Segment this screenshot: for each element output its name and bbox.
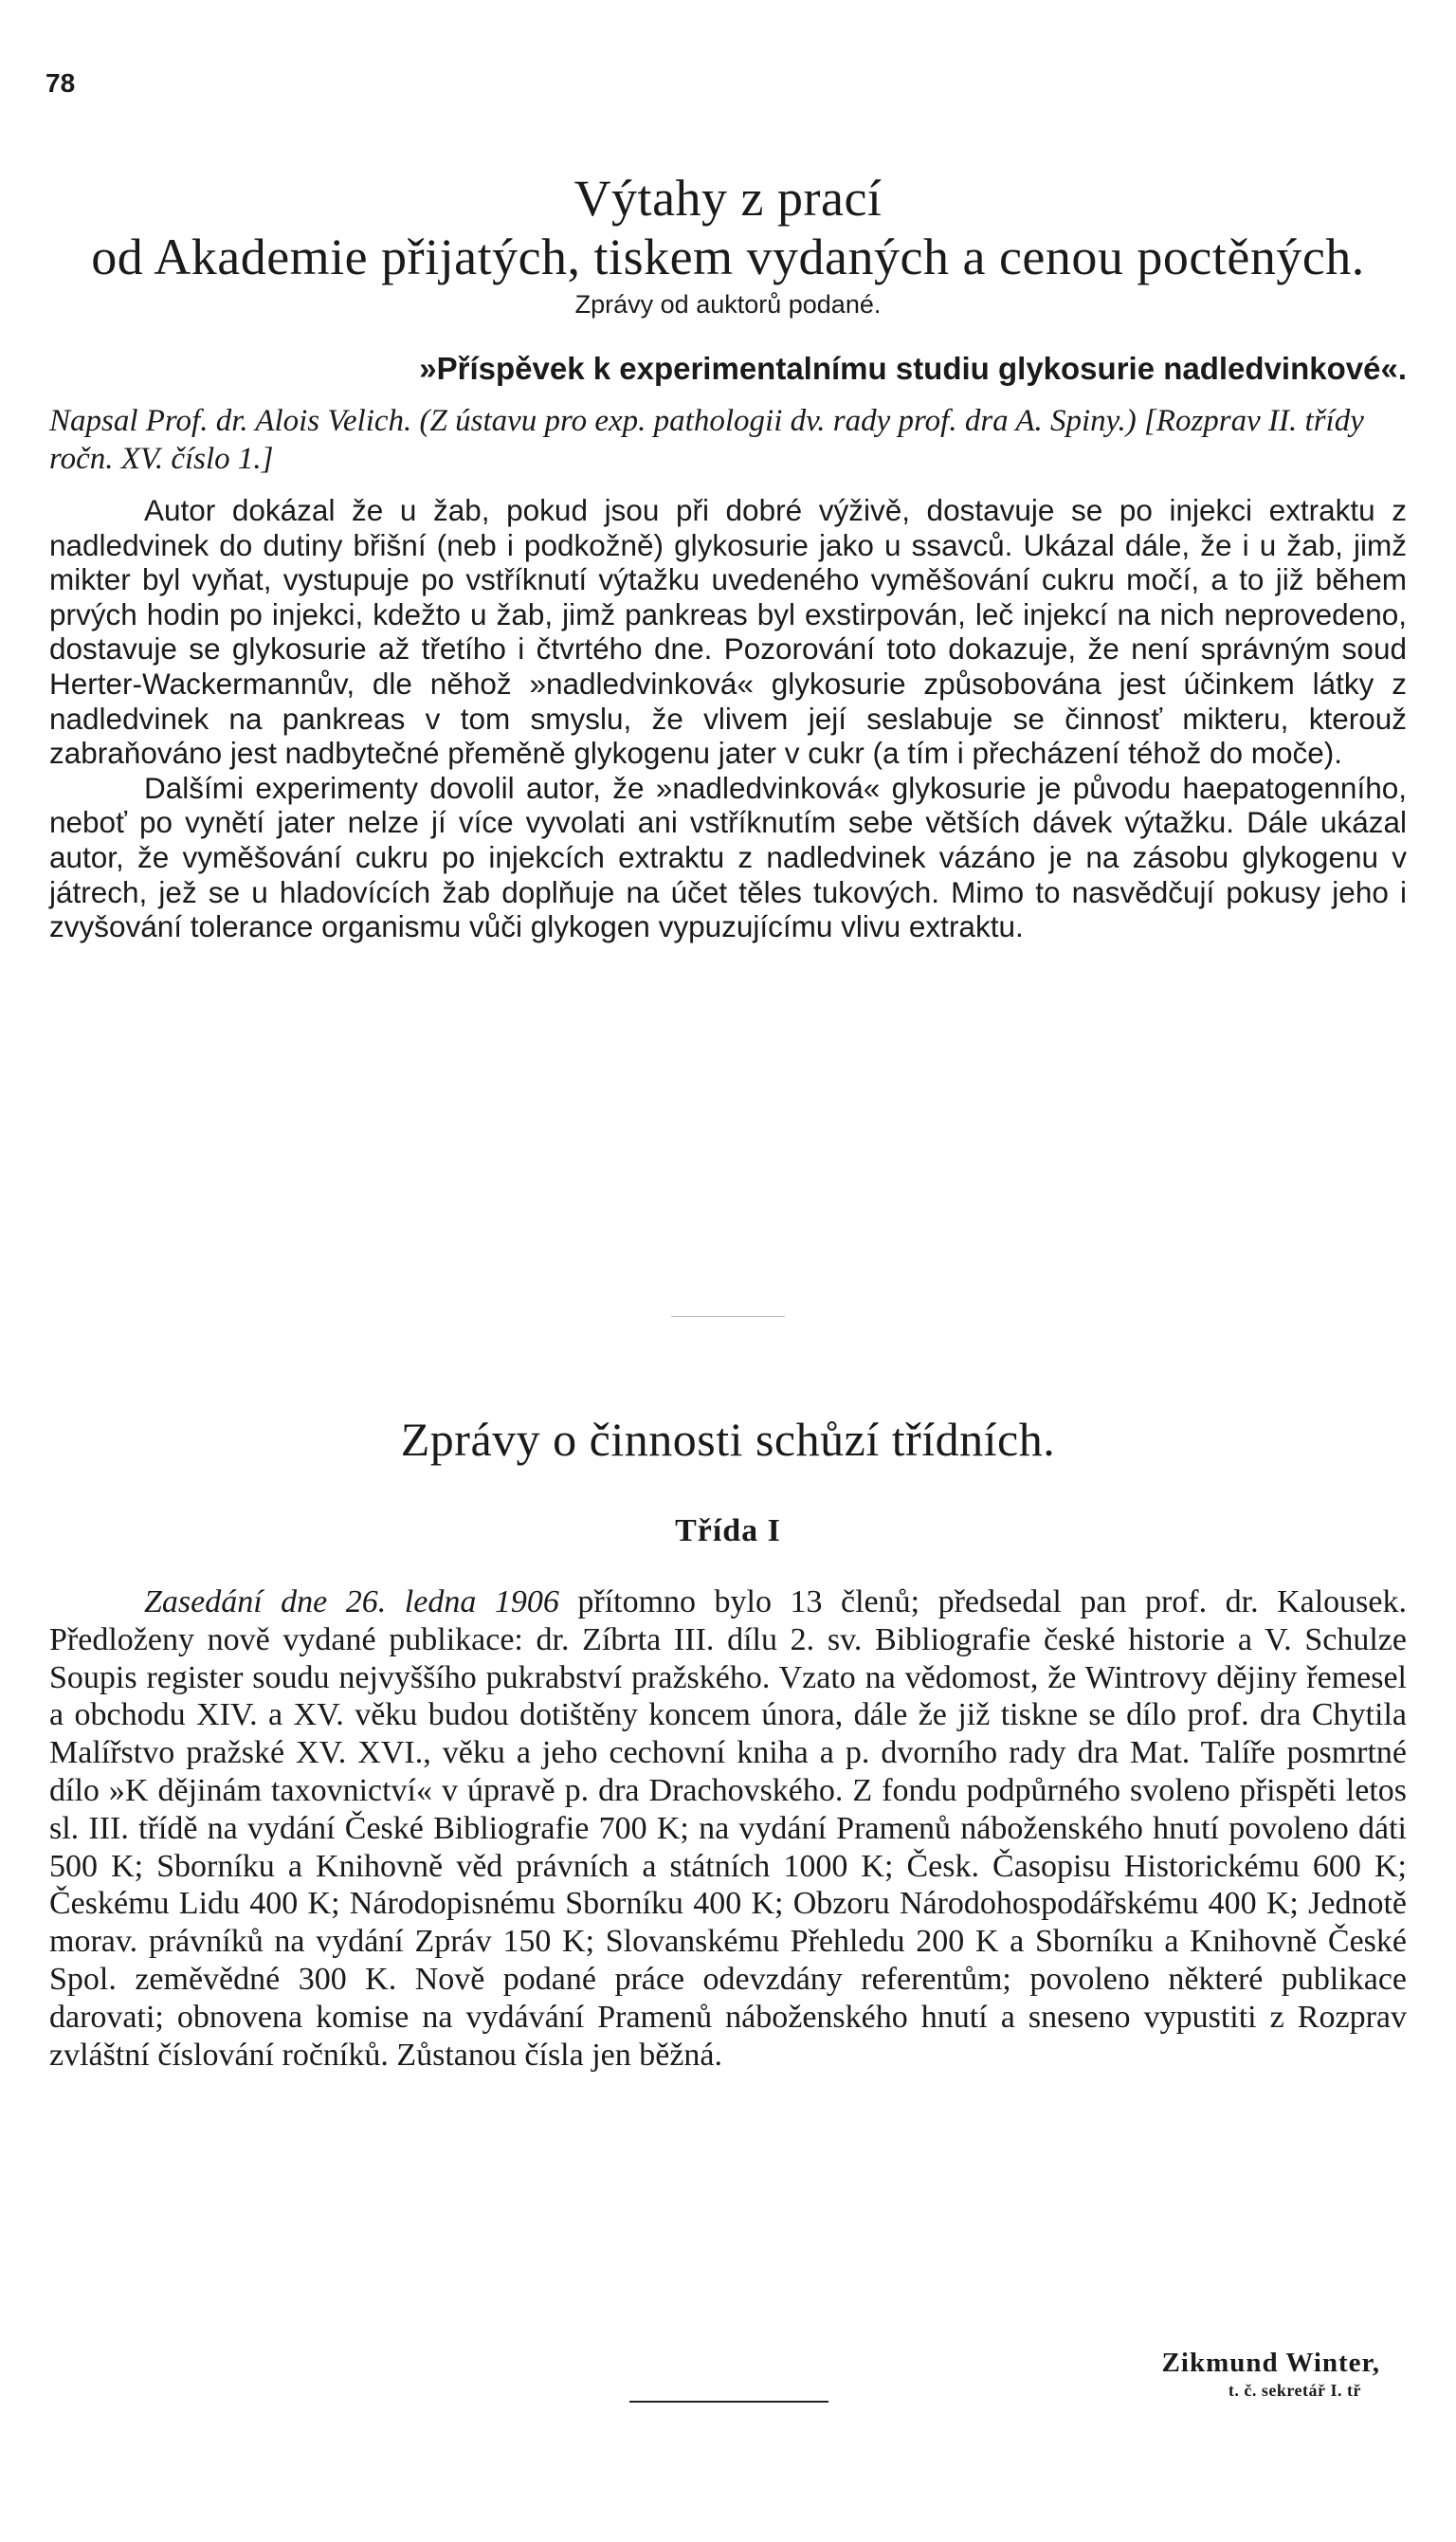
page-title-line-2: od Akademie přijatých, tiskem vydaných a cenou poctěných. [91,229,1365,285]
session-minutes [49,1583,1407,2074]
article-paragraph: Dalšími experimenty dovolil autor, že »nadledvinková« glykosurie je původu haepatogenního, neboť po vynětí jater nelze jí více vyvolati ani vstříknutím sebe větších dávek výtažku. Dále ukázal autor, že vyměšování cukru po injekcích extraktu z nadledvinek vázáno je na zásobu glykogenu v játrech, jež se u hladovících žab doplňuje na účet těles tukových. Mimo to nasvědčují pokusy jeho i zvyšování tolerance organismu vůči glykogen vypuzujícímu vlivu extraktu. [49,770,1407,944]
page-subtitle: Zprávy od auktorů podané. [574,290,882,319]
minutes-date: Zasedání dne 26. ledna 1906 [144,1584,559,1619]
signature-block [1162,2348,1380,2401]
minutes-paragraph [49,1583,1407,2074]
end-divider [629,2401,828,2403]
signature-role: t. č. sekretář I. tř [1228,2381,1361,2400]
page-number: 78 [46,68,76,98]
class-heading: Třída I [675,1513,781,1548]
article-body [49,493,1407,944]
article-title: »Příspěvek k experimentalnímu studiu glykosurie nadledvinkové«. [419,351,1407,386]
section-title: Zprávy o činnosti schůzí třídních. [400,1413,1056,1466]
article-paragraph: Autor dokázal že u žab, pokud jsou při dobré výživě, dostavuje se po injekci extraktu z nadledvinek do dutiny břišní (neb i podkožně) glykosurie jako u ssavců. Ukázal dále, že i u žab, jimž mikter byl vyňat, vystupuje po vstříknutí výtažku uvedeného vyměšování cukru močí, a to již během prvých hodin po injekci, kdežto u žab, jimž pankreas byl exstirpován, leč injekcí na nich neprovedeno, dostavuje se glykosurie až třetího i čtvrtého dne. Pozorování toto dokazuje, že není správným soud Herter-Wackermannův, dle něhož »nadledvinková« glykosurie způsobována jest účinkem látky z nadledvinek na pankreas v tom smyslu, že vlivem její seslabuje se činnosť mikteru, kterouž zabraňováno jest nadbytečné přeměně glykogenu jater v cukr (a tím i přecházení téhož do moče). [49,493,1407,771]
section-divider [671,1316,785,1317]
minutes-text: přítomno bylo 13 členů; předsedal pan prof. dr. Kalousek. Předloženy nově vydané publikace: dr. Zíbrta III. dílu 2. sv. Bibliografie české historie a V. Schulze Soupis register soudu nejvyššího pukrabství pražského. Vzato na vědomost, že Wintrovy dějiny řemesel a obchodu XIV. a XV. věku budou dotištěny koncem února, dále že již tiskne se dílo prof. dra Chytila Malířstvo pražské XV. XVI., věku a jeho cechovní kniha a p. dvorního rady dra Mat. Talíře posmrtné dílo »K dějinám taxovnictví« v úpravě p. dra Drachovského. Z fondu podpůrného svoleno přispěti letos sl. III. třídě na vydání České Bibliografie 700 K; na vydání Pramenů náboženského hnutí povoleno dáti 500 K; Sborníku a Knihovně věd právních a státních 1000 K; Česk. Časopisu Historickému 600 K; Českému Lidu 400 K; Národopisnému Sborníku 400 K; Obzoru Národohospodářskému 400 K; Jednotě morav. právníků na vydání Zpráv 150 K; Slovanskému Přehledu 200 K a Sborníku a Knihovně České Spol. zeměvědné 300 K. Nově podané práce odevzdány referentům; povoleno některé publikace darovati; obnovena komise na vydávání Pramenů náboženského hnutí a sneseno vypustiti z Rozprav zvláštní číslování ročníků. Zůstanou čísla jen běžná. [49,1584,1407,2073]
signature-name: Zikmund Winter, [1161,2348,1380,2378]
page-title-line-1: Výtahy z prací [573,170,883,227]
article-author-line: Napsal Prof. dr. Alois Velich. (Z ústavu pro exp. pathologii dv. rady prof. dra A. Spiny.) [Rozprav II. třídy ročn. XV. číslo 1.] [49,404,1364,476]
